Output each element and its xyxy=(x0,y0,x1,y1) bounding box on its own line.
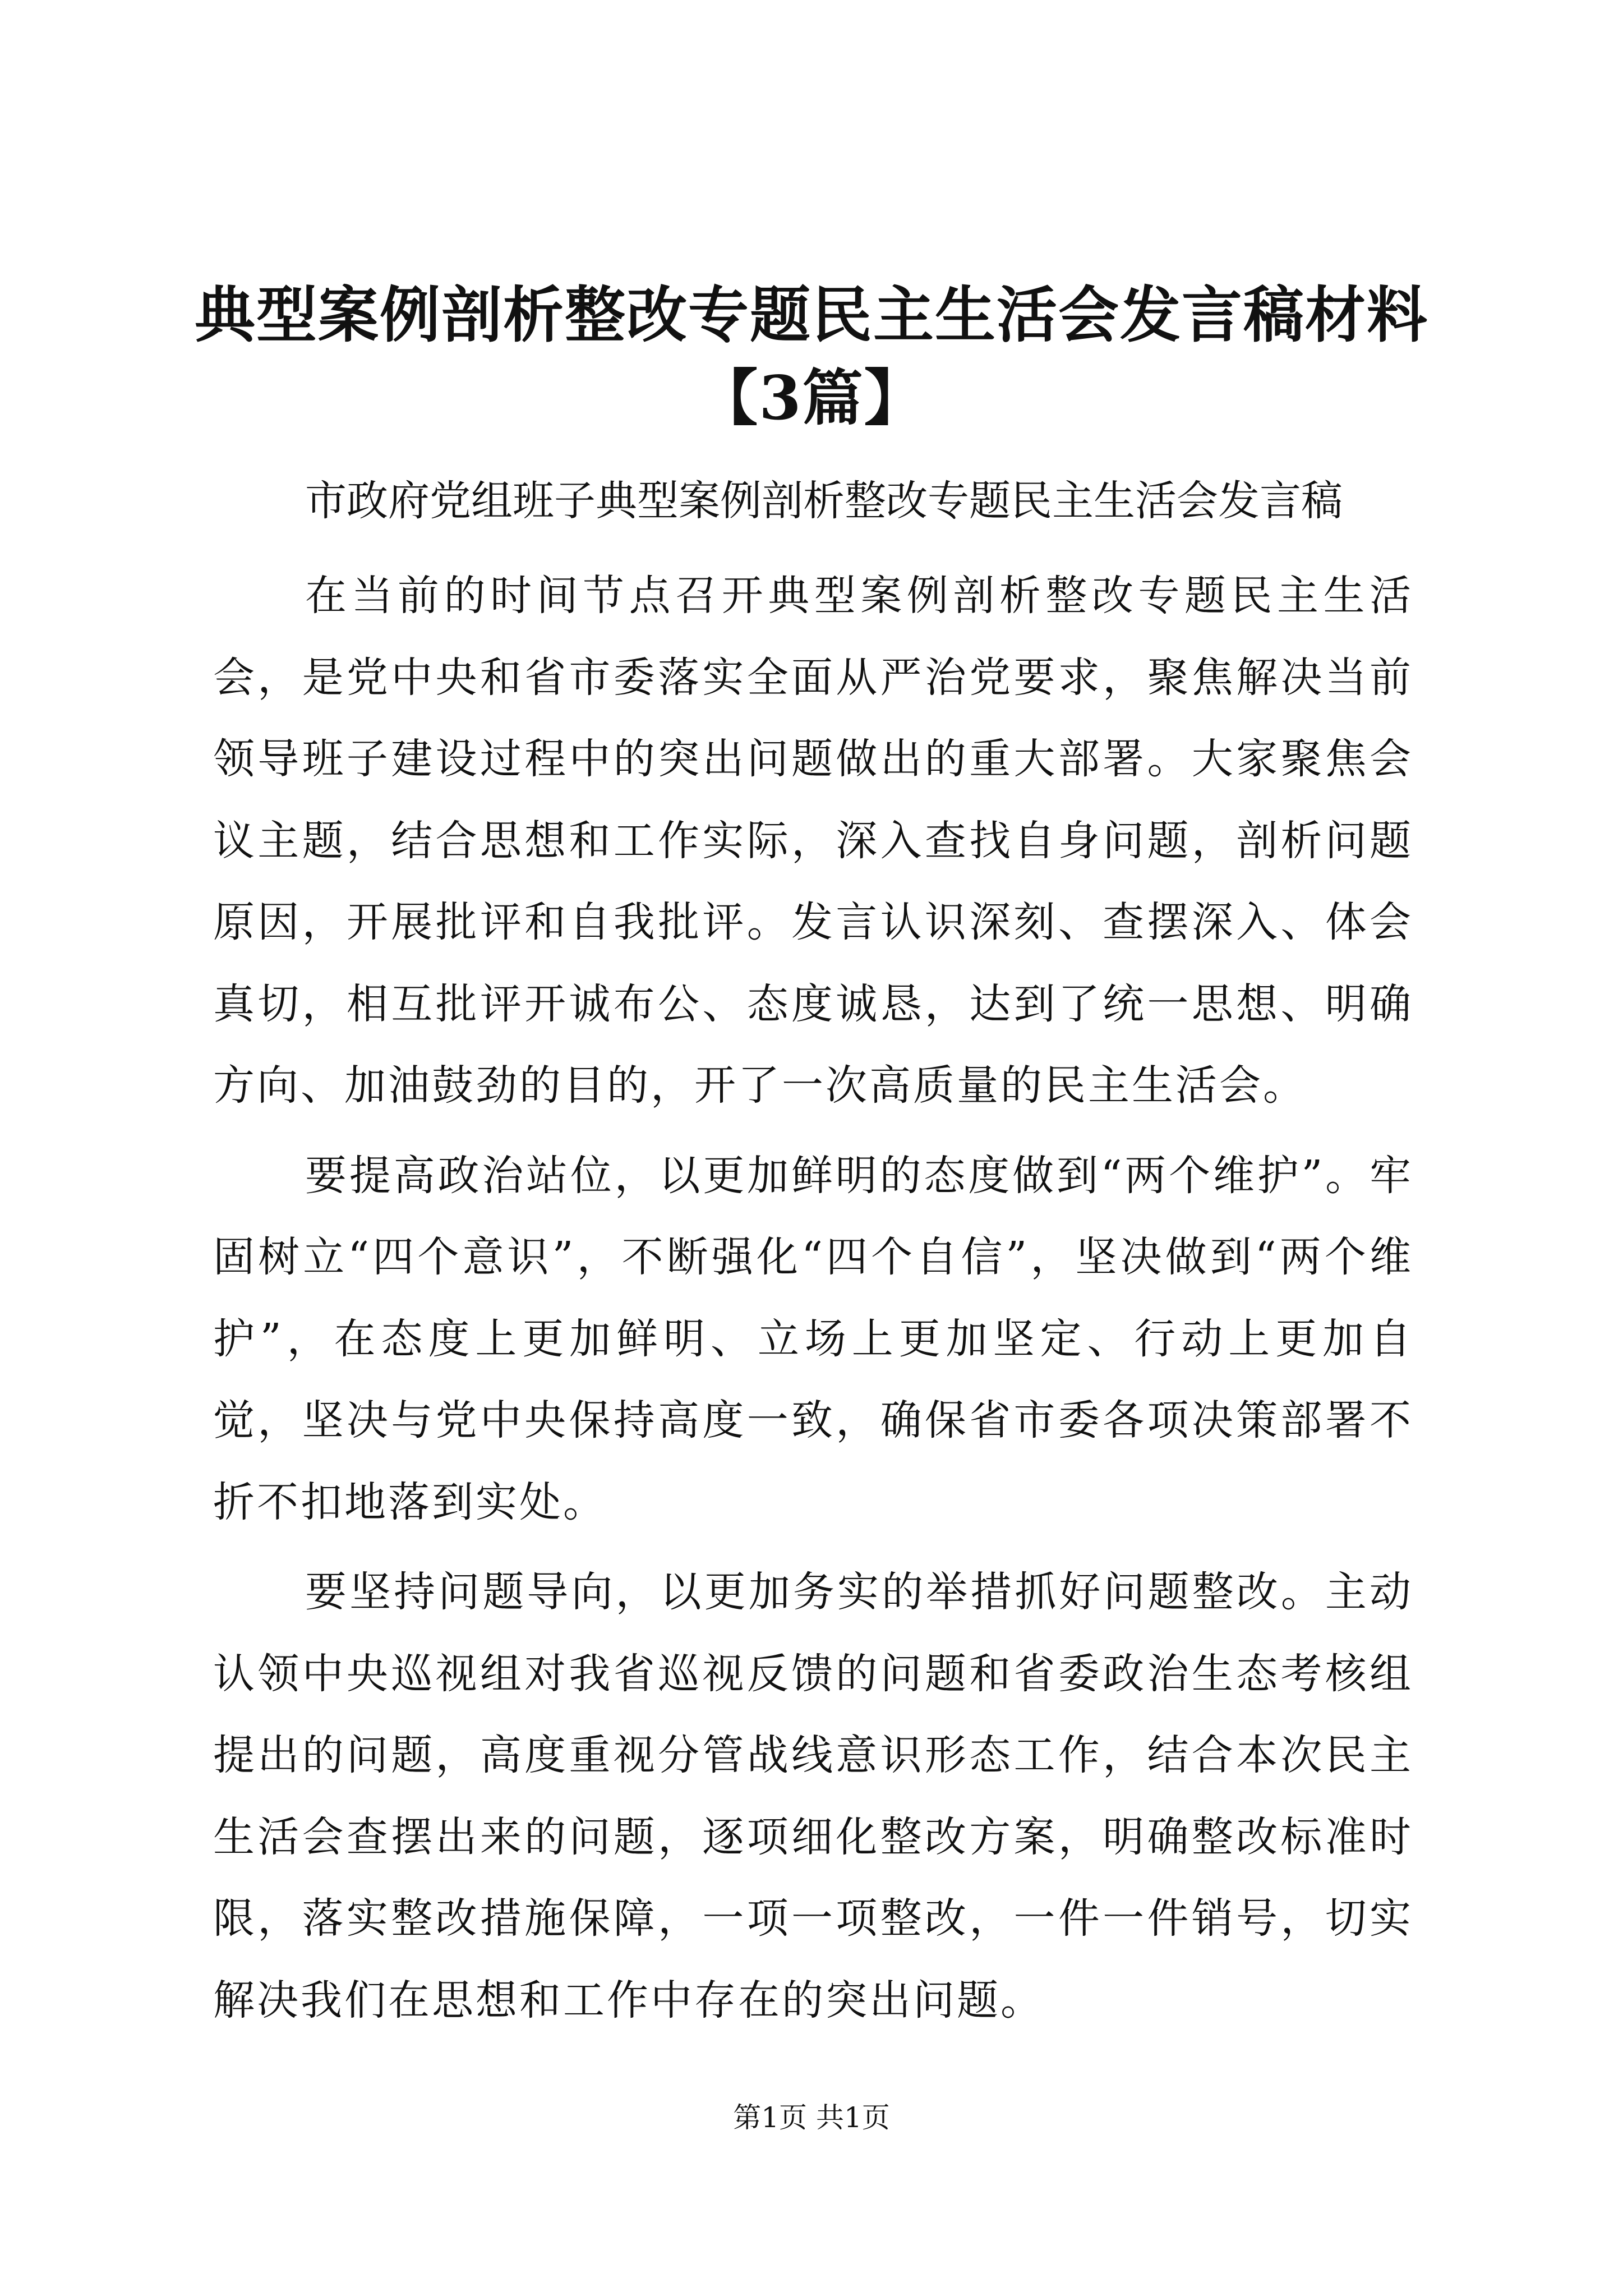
document-body xyxy=(213,555,1413,2041)
page-footer: 第1页 共1页 xyxy=(733,2101,890,2134)
body-paragraph-2: 要提高政治站位，以更加鲜明的态度做到“两个维护”。牢固树立“四个意识”，不断强化“四个自信”，坚决做到“两个维护”，在态度上更加鲜明、立场上更加坚定、行动上更加自觉，坚决与党中央保持高度一致，确保省市委各项决策部署不折不扣地落到实处。 xyxy=(213,1151,1413,1526)
body-paragraph-3: 要坚持问题导向，以更加务实的举措抓好问题整改。主动认领中央巡视组对我省巡视反馈的问题和省委政治生态考核组提出的问题，高度重视分管战线意识形态工作，结合本次民主生活会查摆出来的问题，逐项细化整改方案，明确整改标准时限，落实整改措施保障，一项一项整改，一件一件销号，切实解决我们在思想和工作中存在的突出问题。 xyxy=(213,1568,1413,2024)
document-title: 典型案例剖析整改专题民主生活会发言稿材料【3篇】 xyxy=(194,280,1428,434)
document-subtitle: 市政府党组班子典型案例剖析整改专题民主生活会发言稿 xyxy=(305,477,1343,525)
body-paragraph-1: 在当前的时间节点召开典型案例剖析整改专题民主生活会，是党中央和省市委落实全面从严治党要求，聚焦解决当前领导班子建设过程中的突出问题做出的重大部署。大家聚焦会议主题，结合思想和工作实际，深入查找自身问题，剖析问题原因，开展批评和自我批评。发言认识深刻、查摆深入、体会真切，相互批评开诚布公、态度诚恳，达到了统一思想、明确方向、加油鼓劲的目的，开了一次高质量的民主生活会。 xyxy=(213,572,1413,1110)
